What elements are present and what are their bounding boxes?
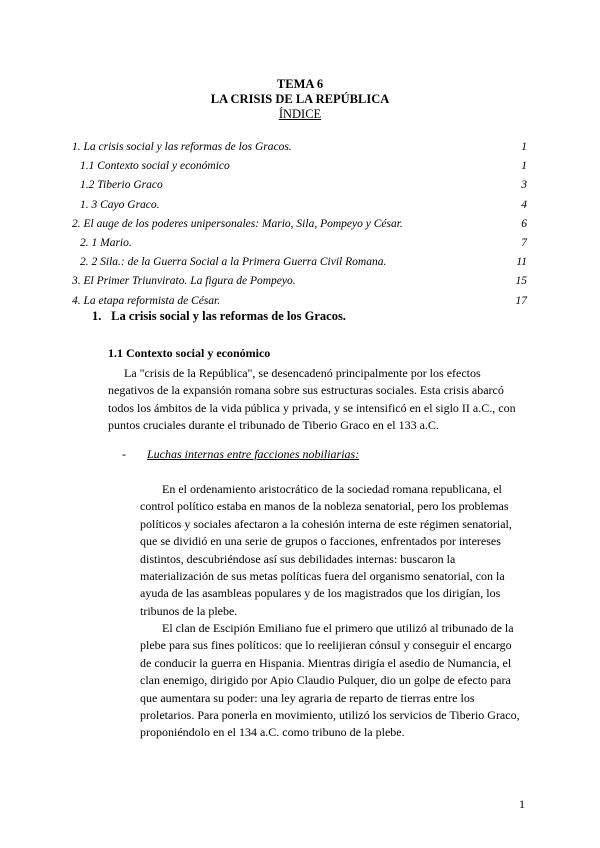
toc-entry-text: 2. El auge de los poderes unipersonales: Mario, Sila, Pompeyo y César. — [72, 217, 403, 230]
bullet-text: Luchas internas entre facciones nobiliarias: — [147, 447, 360, 461]
toc-entry[interactable] — [72, 138, 527, 157]
body-paragraph: En el ordenamiento aristocrático de la sociedad romana republicana, el control político estaba en manos de la nobleza senatorial, pero los problemas políticos y sociales afectaron a la cohesión interna de este régimen senatorial, que se dividió en una serie de grupos o facciones, enfrentados por intereses distintos, descubriéndose así sus debilidades internas: buscaron la materialización de sus metas políticas fuera del organismo senatorial, con la ayuda de las asambleas populares y de los magistrados que los dirigían, los tribunos de la plebe. — [140, 482, 512, 618]
toc-entry-page: 1 — [521, 160, 527, 173]
toc-entry[interactable] — [72, 234, 527, 253]
toc-entry-text: 2. 1 Mario. — [80, 236, 132, 249]
toc-entry[interactable] — [72, 176, 527, 195]
toc-entry-page: 17 — [515, 294, 527, 307]
toc-entry[interactable] — [72, 157, 527, 176]
toc-entry-page: 6 — [521, 217, 527, 230]
toc-entry[interactable] — [72, 215, 527, 234]
toc-entry-page: 15 — [515, 275, 527, 288]
document-title: LA CRISIS DE LA REPÚBLICA — [210, 92, 390, 106]
section-title: La crisis social y las reformas de los Gracos. — [111, 309, 346, 323]
toc-entry[interactable] — [72, 196, 527, 215]
section-number: 1. — [92, 309, 102, 323]
toc-entry[interactable] — [72, 253, 527, 272]
table-of-contents — [72, 138, 527, 311]
body-paragraph: El clan de Escipión Emiliano fue el primero que utilizó al tribunado de la plebe para sus fines políticos: que lo reelijieran cónsul y conseguir el encargo de conducir la guerra en Hispania. Mientras dirigía el asedio de Numancia, el clan enemigo, dirigido por Apio Claudio Pulquer, dio un golpe de efecto para que aumentara su poder: una ley agraria de reparto de tierras entre los proletarios. Para ponerla en movimiento, utilizó los servicios de Tiberio Graco, proponiéndolo en el 134 a.C. como tribuno de la plebe. — [140, 621, 520, 740]
toc-entry-text: 1.1 Contexto social y económico — [80, 160, 230, 173]
tema-heading: TEMA 6 — [276, 77, 324, 91]
subsection-heading: 1.1 Contexto social y económico — [108, 346, 271, 360]
index-heading: ÍNDICE — [278, 107, 322, 121]
toc-entry-page: 7 — [521, 236, 527, 249]
toc-entry[interactable] — [72, 292, 527, 311]
bullet-dash: - — [122, 447, 126, 461]
toc-entry-text: 1. 3 Cayo Graco. — [80, 198, 160, 211]
toc-entry-text: 2. 2 Sila.: de la Guerra Social a la Primera Guerra Civil Romana. — [80, 256, 387, 269]
toc-entry-page: 1 — [521, 141, 527, 153]
bullet-item — [122, 447, 359, 462]
toc-entry-text: 3. El Primer Triunvirato. La figura de Pompeyo. — [72, 275, 296, 288]
toc-entry-text: 4. La etapa reformista de César. — [72, 294, 221, 307]
intro-paragraph: La "crisis de la República", se desencadenó principalmente por los efectos negativos de la expansión romana sobre sus estructuras sociales. Esta crisis abarcó todos los ámbitos de la vida pública y privada, y se intensificó en el siglo II a.C., con puntos cruciales durante el tribunado de Tiberio Graco en el 133 a.C. — [108, 366, 516, 433]
toc-entry-text: 1.2 Tiberio Graco — [80, 179, 163, 192]
toc-entry-page: 11 — [516, 256, 527, 269]
toc-entry[interactable] — [72, 272, 527, 291]
toc-entry-page: 3 — [521, 179, 527, 192]
toc-entry-text: 1. La crisis social y las reformas de los Gracos. — [72, 141, 292, 153]
toc-entry-page: 4 — [521, 198, 527, 211]
page-number: 1 — [519, 797, 525, 811]
section-heading — [92, 309, 346, 324]
